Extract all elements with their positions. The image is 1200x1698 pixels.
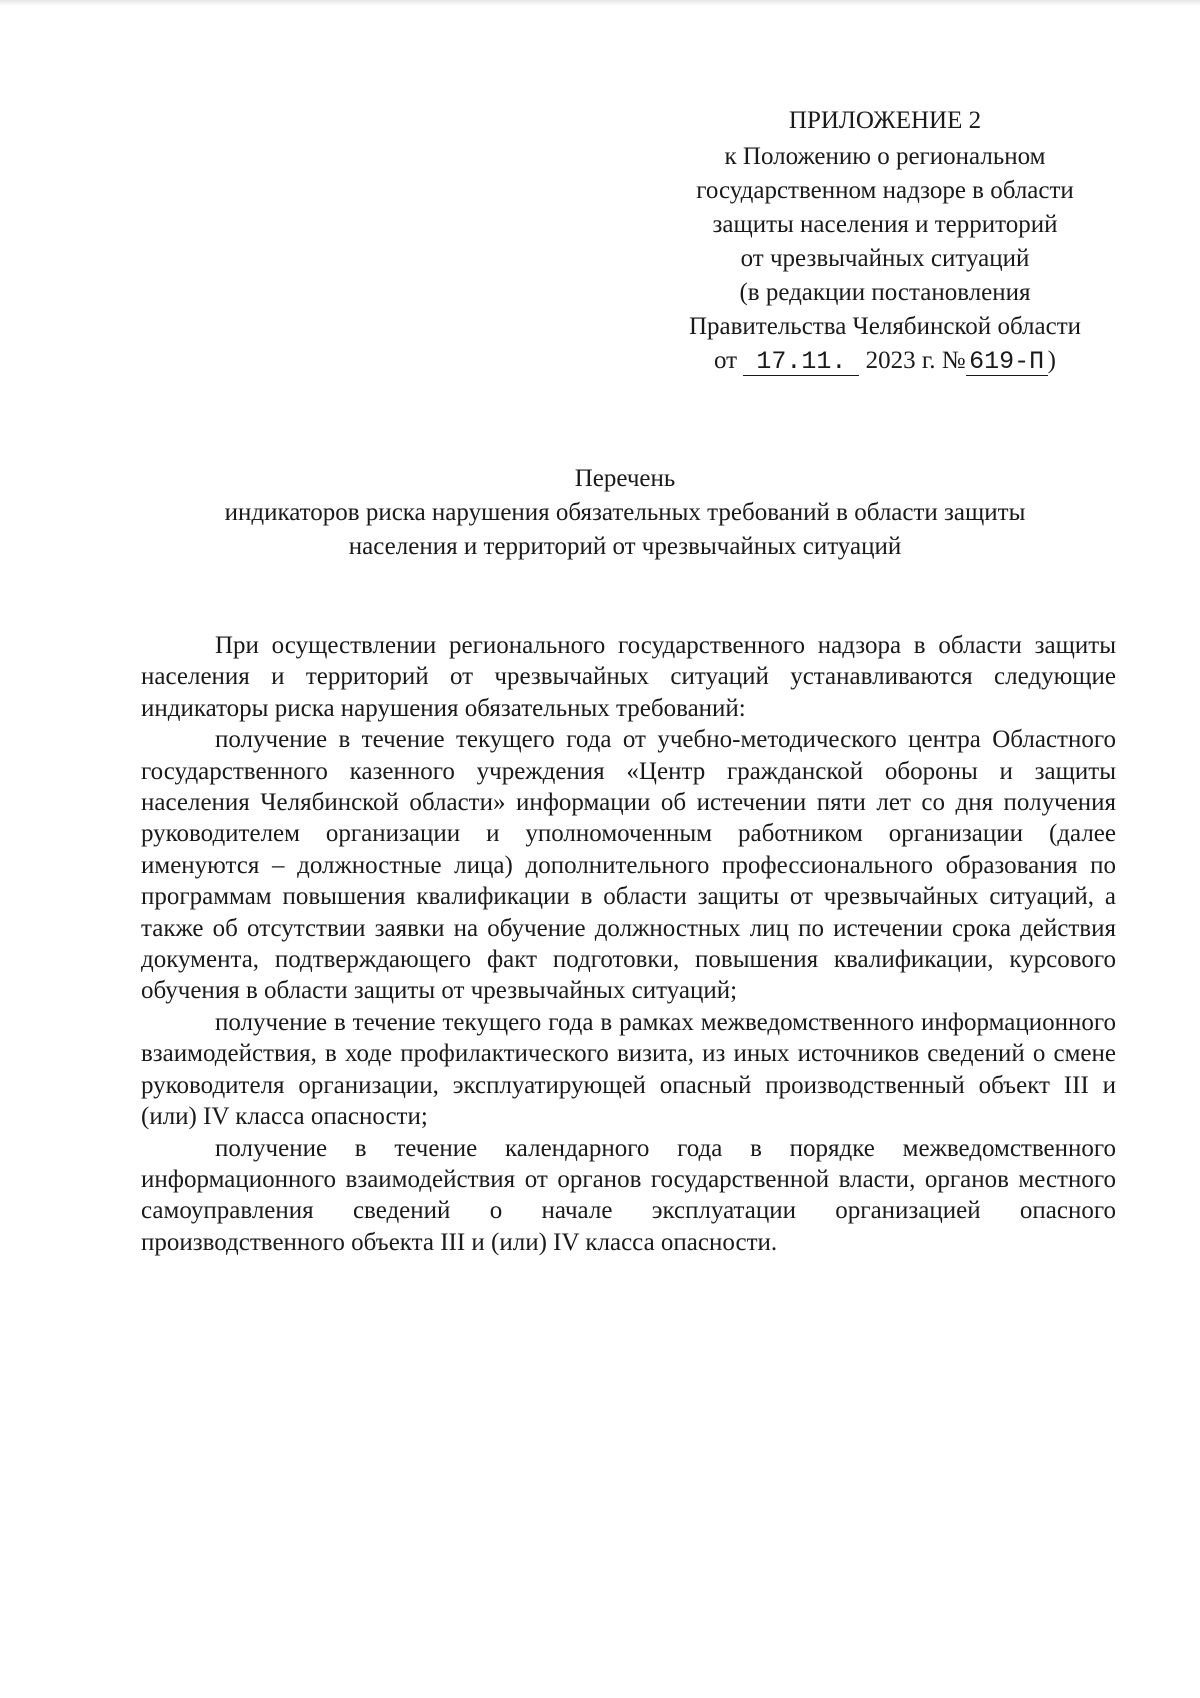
date-fill: 17.11. bbox=[743, 349, 859, 376]
date-year: 2023 г. № bbox=[865, 347, 966, 374]
risk-indicator-item: получение в течение текущего года от учебно-методического центра Областного государственного казенного учреждения «Центр гражданской обороны и защиты населения Челябинской области» информации об истечении пяти лет со дня получения руководителем организации и уполномоченным работником организации (далее именуются – должностные лица) дополнительного профессионального образования по программам повышения квалификации в области защиты от чрезвычайных ситуаций, а также об отсутствии заявки на обучение должностных лиц по истечении срока действия документа, подтверждающего факт подготовки, повышения квалификации, курсового обучения в области защиты от чрезвычайных ситуаций; bbox=[141, 726, 1116, 1005]
appendix-line: от чрезвычайных ситуаций bbox=[740, 245, 1030, 272]
appendix-title: ПРИЛОЖЕНИЕ 2 bbox=[788, 107, 982, 134]
heading-line: индикаторов риска нарушения обязательных требований в области защиты bbox=[224, 499, 1026, 526]
closing-paren: ) bbox=[1047, 347, 1056, 374]
appendix-line: Правительства Челябинской области bbox=[688, 313, 1082, 340]
appendix-block bbox=[650, 104, 1120, 378]
date-prefix: от bbox=[714, 347, 738, 374]
intro-paragraph: При осуществлении регионального государственного надзора в области защиты населения и территорий от чрезвычайных ситуаций устанавливаются следующие индикаторы риска нарушения обязательных требований: bbox=[141, 632, 1116, 722]
appendix-line: защиты населения и территорий bbox=[712, 211, 1058, 238]
document-heading bbox=[130, 462, 1120, 564]
appendix-line: государственном надзоре в области bbox=[696, 177, 1074, 204]
appendix-line: (в редакции постановления bbox=[739, 279, 1031, 306]
risk-indicator-item: получение в течение текущего года в рамках межведомственного информационного взаимодействия, в ходе профилактического визита, из иных источников сведений о смене руководителя организации, эксплуатирующей опасный производственный объект III и (или) IV класса опасности; bbox=[141, 1008, 1116, 1131]
appendix-date-line bbox=[650, 344, 1120, 378]
risk-indicator-item: получение в течение календарного года в порядке межведомственного информационного взаимодействия от органов государственной власти, органов местного самоуправления сведений о начале эксплуатации организацией опасного производственного объекта III и (или) IV класса опасности. bbox=[141, 1134, 1116, 1256]
scan-edge-artifact bbox=[0, 0, 1200, 6]
heading-line: населения и территорий от чрезвычайных ситуаций bbox=[348, 533, 902, 560]
heading-title: Перечень bbox=[574, 465, 676, 492]
appendix-line: к Положению о региональном bbox=[724, 143, 1046, 170]
document-body bbox=[141, 630, 1116, 1258]
document-number-fill: 619-П bbox=[966, 349, 1048, 376]
